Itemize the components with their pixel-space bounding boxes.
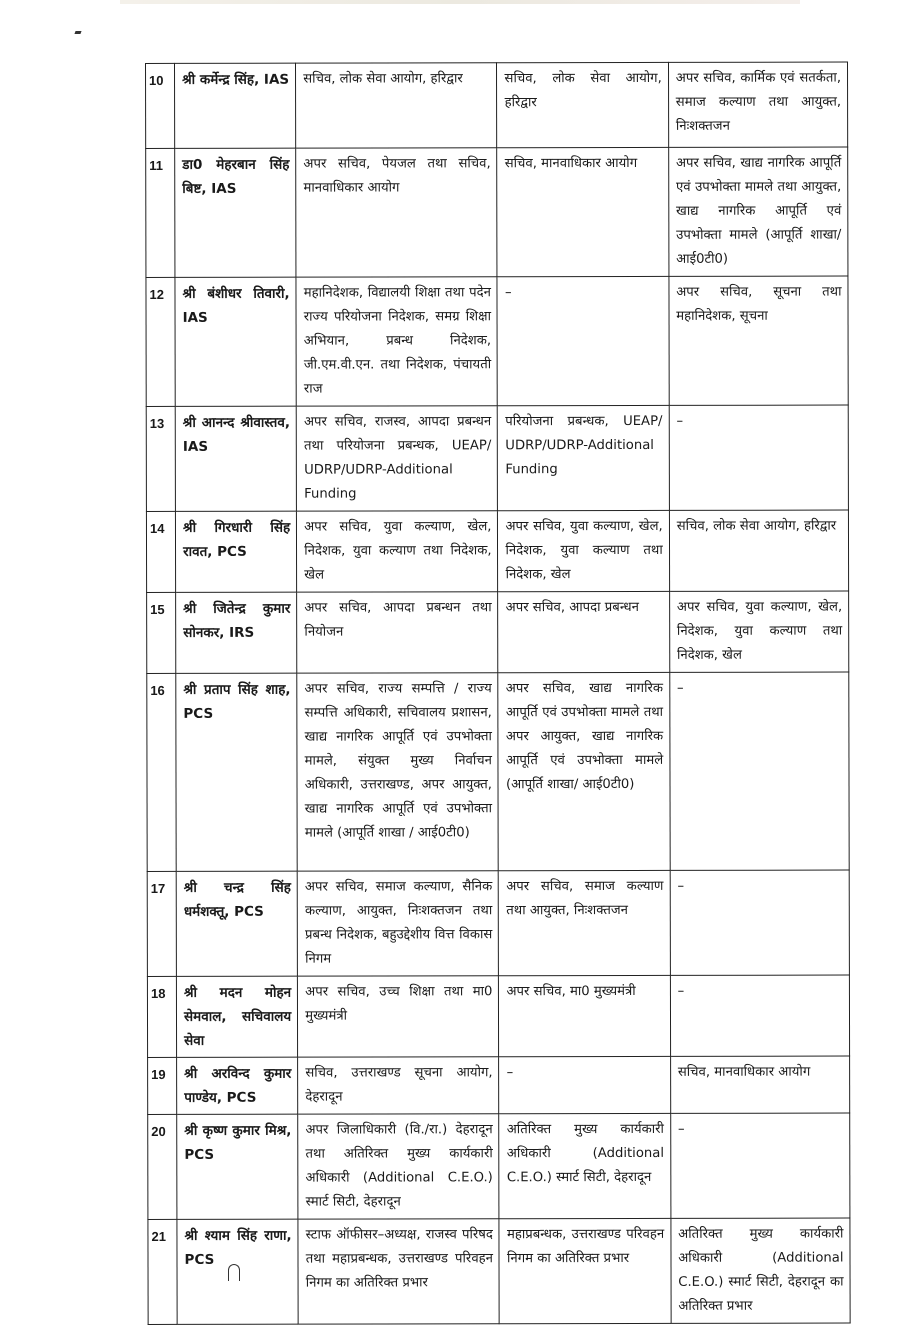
table-row [147, 870, 849, 976]
new-post: अपर सचिव, खाद्य नागरिक आपूर्ति एवं उपभोक्ता मामले तथा अपर आयुक्त, खाद्य नागरिक आपूर्ति एवं उपभोक्ता मामले (आपूर्ति शाखा/ आई0टी0) [498, 672, 670, 870]
new-post: महाप्रबन्धक, उत्तराखण्ड परिवहन निगम का अतिरिक्त प्रभार [499, 1218, 670, 1323]
new-post: सचिव, लोक सेवा आयोग, हरिद्वार [497, 62, 668, 147]
new-post: अतिरिक्त मुख्य कार्यकारी अधिकारी (Additional C.E.O.) स्मार्ट सिटी, देहरादून [499, 1113, 670, 1218]
serial-number: 20 [148, 1114, 177, 1219]
serial-number: 10 [146, 63, 175, 148]
current-post: अपर सचिव, राज्य सम्पत्ति / राज्य सम्पत्ति अधिकारी, सचिवालय प्रशासन, खाद्य नागरिक आपूर्ति एवं उपभोक्ता मामले, संयुक्त मुख्य निर्वाचन अधिकारी, उत्तराखण्ड, अपर आयुक्त, खाद्य नागरिक आपूर्ति एवं उपभोक्ता मामले (आपूर्ति शाखा / आई0टी0) [297, 673, 499, 871]
officer-name: श्री श्याम सिंह राणा, PCS [177, 1219, 298, 1324]
scan-edge [120, 0, 800, 4]
new-post: अपर सचिव, युवा कल्याण, खेल, निदेशक, युवा कल्याण तथा निदेशक, खेल [498, 510, 669, 591]
officer-name: श्री कृष्ण कुमार मिश्र, PCS [177, 1114, 298, 1219]
additional-charge: सचिव, मानवाधिकार आयोग [670, 1056, 849, 1113]
additional-charge: अपर सचिव, युवा कल्याण, खेल, निदेशक, युवा कल्याण तथा निदेशक, खेल [669, 591, 848, 672]
officer-name: श्री चन्द्र सिंह धर्मशक्तू, PCS [176, 871, 297, 976]
officer-name: श्री गिरधारी सिंह रावत, PCS [175, 511, 296, 592]
table-row [147, 672, 849, 871]
table-row [148, 1056, 850, 1114]
handwritten-mark [228, 1264, 240, 1281]
serial-number: 13 [146, 406, 175, 511]
current-post: स्टाफ ऑफीसर–अध्यक्ष, राजस्व परिषद तथा महाप्रबन्धक, उत्तराखण्ड परिवहन निगम का अतिरिक्त प्रभार [298, 1219, 500, 1324]
current-post: अपर सचिव, उच्च शिक्षा तथा मा0 मुख्यमंत्री [298, 976, 499, 1057]
table-row [146, 510, 848, 592]
empty-dash: – [677, 878, 685, 894]
serial-number: 16 [147, 673, 176, 871]
table-row [146, 405, 848, 511]
current-post: अपर सचिव, युवा कल्याण, खेल, निदेशक, युवा कल्याण तथा निदेशक, खेल [297, 511, 498, 592]
officer-name: श्री जितेन्द्र कुमार सोनकर, IRS [176, 592, 297, 673]
current-post: अपर सचिव, समाज कल्याण, सैनिक कल्याण, आयुक्त, निःशक्तजन तथा प्रबन्ध निदेशक, बहुउद्देशीय वित्त विकास निगम [297, 871, 499, 976]
current-post: सचिव, उत्तराखण्ड सूचना आयोग, देहरादून [298, 1057, 499, 1114]
new-post: अपर सचिव, समाज कल्याण तथा आयुक्त, निःशक्तजन [499, 870, 670, 975]
new-post: अपर सचिव, आपदा प्रबन्धन [498, 591, 669, 672]
transfer-table [145, 62, 851, 1325]
table-row [146, 147, 848, 277]
scan-mark [74, 31, 81, 34]
officer-name: श्री बंशीधर तिवारी, IAS [175, 277, 296, 406]
officer-name: श्री अरविन्द कुमार पाण्डेय, PCS [177, 1057, 298, 1114]
table-row [148, 1218, 850, 1324]
current-post: सचिव, लोक सेवा आयोग, हरिद्वार [296, 63, 497, 148]
serial-number: 21 [148, 1219, 177, 1324]
empty-dash: – [504, 285, 512, 301]
additional-charge: अपर सचिव, सूचना तथा महानिदेशक, सूचना [669, 276, 849, 405]
table-row [148, 1113, 850, 1219]
table-row [146, 62, 848, 148]
empty-dash: – [677, 680, 684, 696]
officer-name: श्री कर्मेन्द्र सिंह, IAS [175, 63, 296, 148]
additional-charge: अपर सचिव, खाद्य नागरिक आपूर्ति एवं उपभोक्ता मामले तथा आयुक्त, खाद्य नागरिक आपूर्ति एवं उपभोक्ता मामले (आपूर्ति शाखा/ आई0टी0) [668, 147, 848, 276]
empty-dash: – [506, 1065, 514, 1081]
officer-name: डा0 मेहरबान सिंह बिष्ट, IAS [175, 148, 296, 277]
serial-number: 12 [146, 277, 175, 406]
current-post: अपर जिलाधिकारी (वि./रा.) देहरादून तथा अतिरिक्त मुख्य कार्यकारी अधिकारी (Additional C.E.O.) स्मार्ट सिटी, देहरादून [298, 1114, 500, 1219]
empty-dash: – [676, 413, 684, 429]
table-row [146, 276, 848, 406]
table-row [147, 591, 849, 673]
serial-number: 18 [147, 976, 176, 1057]
current-post: अपर सचिव, राजस्व, आपदा प्रबन्धन तथा परियोजना प्रबन्धक, UEAP/ UDRP/UDRP-Additional Funding [296, 406, 498, 511]
new-post: सचिव, मानवाधिकार आयोग [497, 147, 669, 276]
new-post: परियोजना प्रबन्धक, UEAP/ UDRP/UDRP-Additional Funding [498, 405, 669, 510]
empty-dash: – [677, 1121, 685, 1137]
empty-dash: – [677, 983, 685, 999]
table-row [147, 975, 849, 1057]
current-post: महानिदेशक, विद्यालयी शिक्षा तथा पदेन राज्य परियोजना निदेशक, समग्र शिक्षा अभियान, प्रबन्ध निदेशक, जी.एम.वी.एन. तथा निदेशक, पंचायती राज [296, 277, 498, 406]
serial-number: 17 [147, 871, 176, 976]
serial-number: 11 [146, 148, 175, 277]
additional-charge: अतिरिक्त मुख्य कार्यकारी अधिकारी (Additional C.E.O.) स्मार्ट सिटी, देहरादून का अतिरिक्त प्रभार [671, 1218, 851, 1323]
serial-number: 14 [146, 511, 175, 592]
serial-number: 15 [147, 592, 176, 673]
serial-number: 19 [148, 1057, 177, 1114]
officer-name: श्री प्रताप सिंह शाह, PCS [176, 673, 298, 871]
additional-charge: सचिव, लोक सेवा आयोग, हरिद्वार [669, 510, 848, 591]
new-post: अपर सचिव, मा0 मुख्यमंत्री [499, 975, 670, 1056]
current-post: अपर सचिव, पेयजल तथा सचिव, मानवाधिकार आयोग [296, 148, 498, 277]
officer-name: श्री आनन्द श्रीवास्तव, IAS [175, 406, 296, 511]
current-post: अपर सचिव, आपदा प्रबन्धन तथा नियोजन [297, 592, 498, 673]
officer-name: श्री मदन मोहन सेमवाल, सचिवालय सेवा [176, 976, 297, 1057]
additional-charge: अपर सचिव, कार्मिक एवं सतर्कता, समाज कल्याण तथा आयुक्त, निःशक्तजन [668, 62, 847, 147]
